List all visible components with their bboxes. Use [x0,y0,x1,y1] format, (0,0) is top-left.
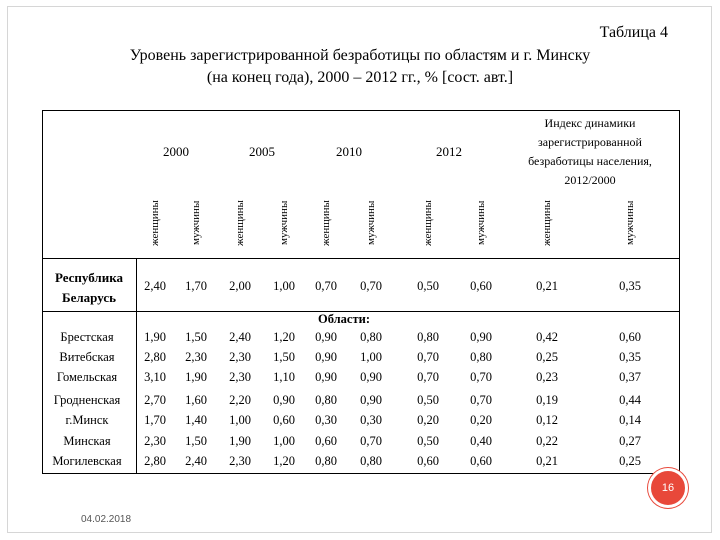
table-cell: 0,23 [536,370,558,384]
country-value: 0,35 [619,279,641,293]
table-cell: 0,90 [315,330,337,344]
table-cell: 2,80 [144,350,166,364]
table-cell: 0,25 [536,350,558,364]
table-cell: 1,50 [185,330,207,344]
table-cell: 0,80 [470,350,492,364]
country-value: 1,70 [185,279,207,293]
table-cell: 0,19 [536,393,558,407]
country-label [44,268,134,308]
table-cell: 0,90 [360,393,382,407]
table-cell: 0,27 [619,434,641,448]
table-cell: 0,90 [273,393,295,407]
table-cell: 2,40 [229,330,251,344]
gender-label: женщины [541,200,553,246]
regions-label: Области: [318,312,370,326]
country-value: 0,70 [360,279,382,293]
gender-label: женщины [149,200,161,246]
region-name: Гродненская [53,393,121,407]
table-cell: 1,10 [273,370,295,384]
region-name: Витебская [59,350,115,364]
header-divider [42,258,680,259]
title-line-1: Уровень зарегистрированной безработицы по областям и г. Минску [129,47,591,64]
year-header: 2012 [436,144,462,159]
table-cell: 0,40 [470,434,492,448]
table-cell: 0,90 [315,350,337,364]
table-cell: 2,70 [144,393,166,407]
table-cell: 0,25 [619,454,641,468]
table-cell: 1,50 [273,350,295,364]
table-cell: 0,70 [470,393,492,407]
title-line-2: (на конец года), 2000 – 2012 гг., % [сост. авт.] [206,69,514,86]
table-cell: 0,50 [417,393,439,407]
table-cell: 0,30 [360,413,382,427]
table-cell: 0,80 [360,330,382,344]
table-cell: 0,70 [470,370,492,384]
table-cell: 0,21 [536,454,558,468]
table-cell: 1,50 [185,434,207,448]
gender-label: женщины [320,200,332,246]
table-cell: 1,20 [273,454,295,468]
region-name: Минская [63,434,111,448]
table-cell: 2,30 [144,434,166,448]
table-cell: 1,00 [229,413,251,427]
table-cell: 0,44 [619,393,641,407]
country-value: 2,00 [229,279,251,293]
table-cell: 0,80 [417,330,439,344]
table-cell: 1,00 [273,434,295,448]
page-number-badge: 16 [648,468,688,508]
year-header: 2005 [249,144,275,159]
table-cell: 1,00 [360,350,382,364]
table-cell: 0,60 [315,434,337,448]
year-header: 2000 [163,144,189,159]
table-cell: 0,22 [536,434,558,448]
table-cell: 2,80 [144,454,166,468]
country-value: 0,50 [417,279,439,293]
table-cell: 0,20 [470,413,492,427]
slide-date: 04.02.2018 [81,514,132,525]
country-value: 0,21 [536,279,558,293]
table-cell: 0,20 [417,413,439,427]
year-header: 2010 [336,144,362,159]
table-cell: 0,60 [619,330,641,344]
table-cell: 1,60 [185,393,207,407]
table-cell: 0,37 [619,370,641,384]
table-cell: 2,30 [229,454,251,468]
table-cell: 0,70 [360,434,382,448]
table-cell: 0,70 [417,350,439,364]
table-cell: 0,80 [315,454,337,468]
gender-label: женщины [234,200,246,246]
region-name: Могилевская [52,454,122,468]
table-cell: 0,60 [470,454,492,468]
table-cell: 2,20 [229,393,251,407]
country-value: 1,00 [273,279,295,293]
country-value: 2,40 [144,279,166,293]
table-cell: 1,20 [273,330,295,344]
table-cell: 2,30 [229,370,251,384]
slide-title [70,45,650,89]
table-cell: 1,40 [185,413,207,427]
region-name: г.Минск [65,413,109,427]
table-cell: 0,35 [619,350,641,364]
table-cell: 1,90 [185,370,207,384]
country-value: 0,70 [315,279,337,293]
table-cell: 0,42 [536,330,558,344]
table-cell: 0,70 [417,370,439,384]
table-cell: 0,90 [360,370,382,384]
table-cell: 0,80 [360,454,382,468]
index-header: Индекс динамики зарегистрированной безработицы населения, 2012/2000 [528,116,652,187]
table-cell: 1,90 [229,434,251,448]
gender-label: мужчины [475,200,487,246]
table-cell: 0,50 [417,434,439,448]
table-cell: 0,12 [536,413,558,427]
gender-label: мужчины [624,200,636,246]
table-cell: 1,70 [144,413,166,427]
region-name: Брестская [60,330,114,344]
table-cell: 0,60 [273,413,295,427]
gender-label: мужчины [365,200,377,246]
country-label-line: Беларусь [62,290,116,305]
gender-label: мужчины [190,200,202,246]
table-cell: 2,40 [185,454,207,468]
region-name: Гомельская [56,370,118,384]
country-value: 0,60 [470,279,492,293]
table-label: Таблица 4 [599,24,668,41]
table-cell: 1,90 [144,330,166,344]
gender-label: мужчины [278,200,290,246]
table-cell: 0,90 [315,370,337,384]
table-cell: 0,14 [619,413,641,427]
table-cell: 0,60 [417,454,439,468]
table-cell: 0,30 [315,413,337,427]
table-cell: 2,30 [229,350,251,364]
table-cell: 3,10 [144,370,166,384]
gender-label: женщины [422,200,434,246]
country-label-line: Республика [54,270,124,285]
table-cell: 0,80 [315,393,337,407]
table-cell: 2,30 [185,350,207,364]
table-cell: 0,90 [470,330,492,344]
